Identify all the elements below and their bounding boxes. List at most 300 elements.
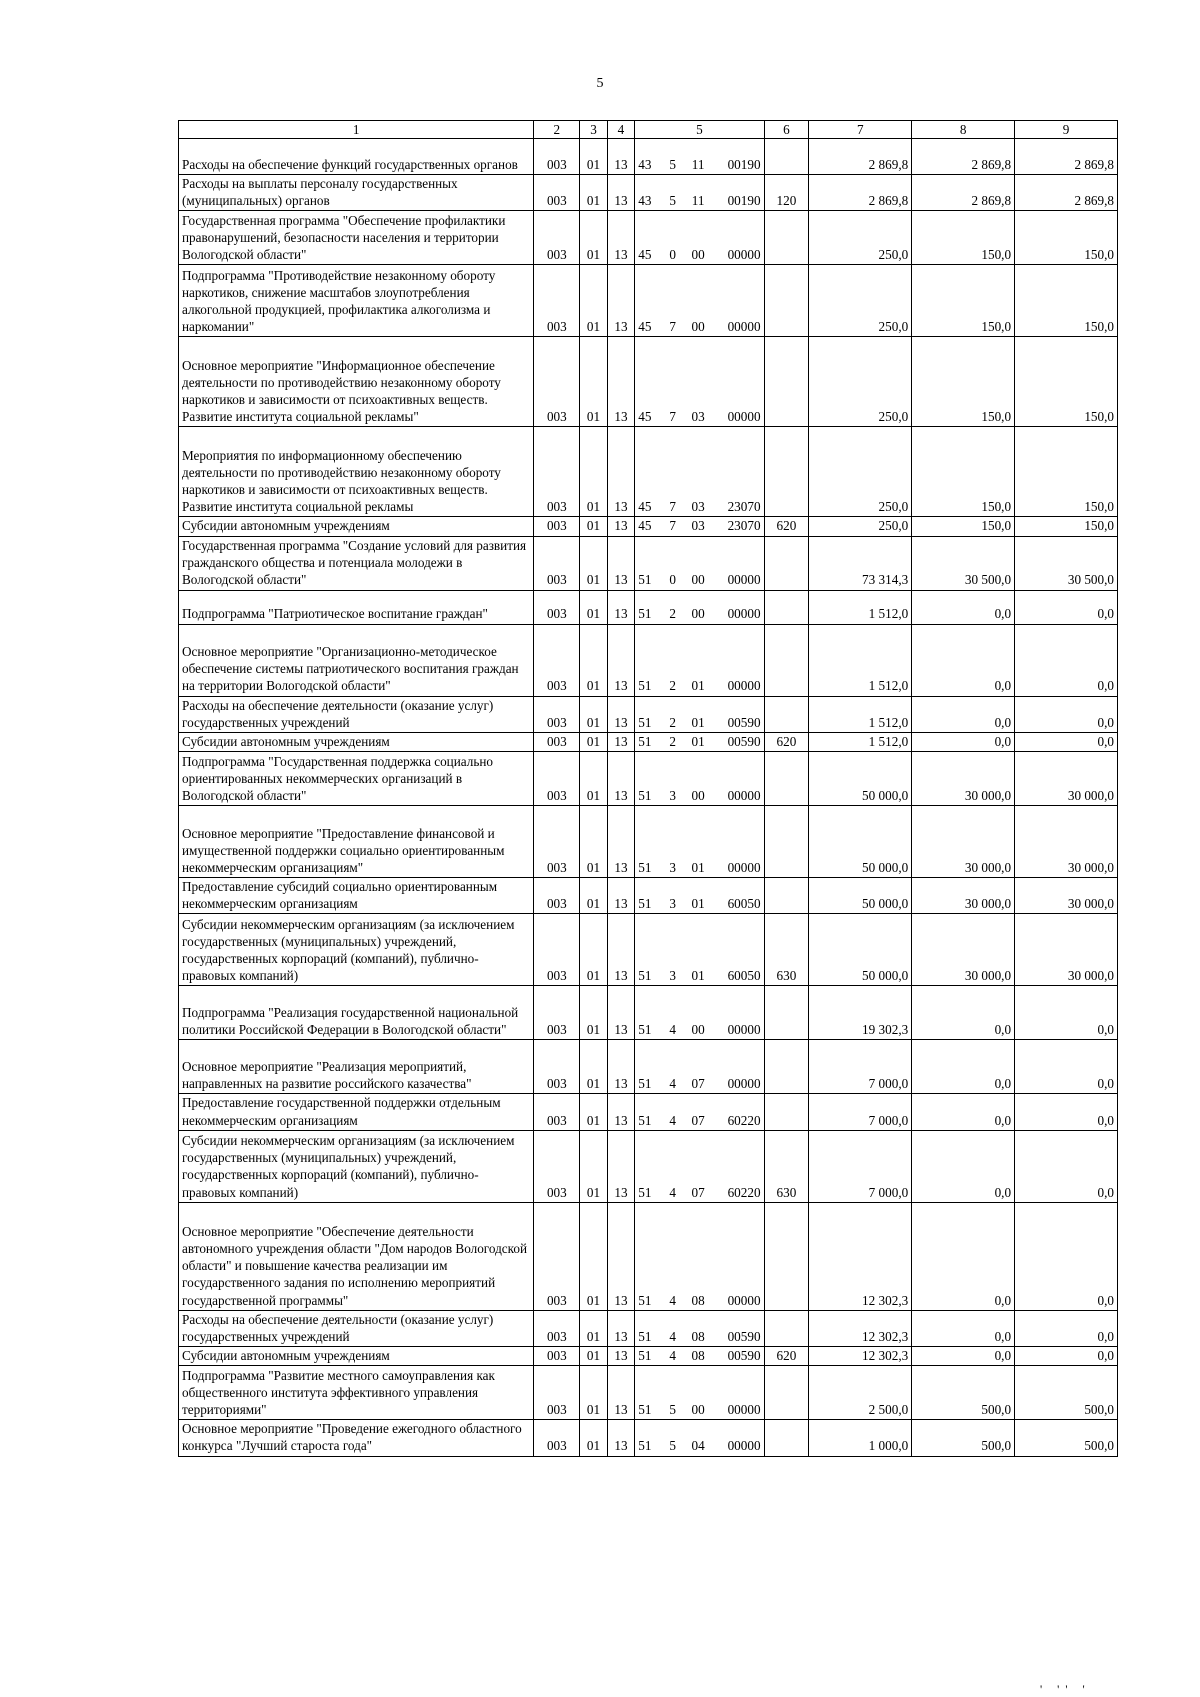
target-article-cell bbox=[635, 752, 764, 806]
subsection-code-cell: 13 bbox=[607, 878, 634, 914]
subsection-code-cell: 13 bbox=[607, 806, 634, 878]
direction-code: 00000 bbox=[727, 678, 761, 694]
ministry-code-cell: 003 bbox=[534, 696, 580, 732]
target-article-parts bbox=[636, 895, 762, 912]
subprogram-code: 5 bbox=[669, 1438, 676, 1454]
ministry-code-cell: 003 bbox=[534, 1420, 580, 1456]
ministry-code-cell: 003 bbox=[534, 427, 580, 517]
section-code-cell: 01 bbox=[580, 1130, 607, 1202]
amount-col9-cell: 150,0 bbox=[1015, 427, 1118, 517]
table-row bbox=[179, 517, 1118, 536]
section-code-cell: 01 bbox=[580, 536, 607, 590]
program-code: 51 bbox=[638, 733, 652, 749]
program-code: 45 bbox=[638, 499, 652, 515]
event-code: 00 bbox=[691, 787, 705, 803]
subsection-code-cell: 13 bbox=[607, 1130, 634, 1202]
event-code: 00 bbox=[691, 606, 705, 622]
amount-col8-cell: 150,0 bbox=[912, 211, 1015, 265]
row-name-cell: Основное мероприятие "Предоставление финансовой и имущественной поддержки социально ориентированным некоммерческим организациям" bbox=[179, 806, 534, 878]
target-article-cell bbox=[635, 986, 764, 1040]
expense-type-cell bbox=[764, 752, 809, 806]
target-article-cell bbox=[635, 624, 764, 696]
target-article-cell bbox=[635, 1040, 764, 1094]
event-code: 03 bbox=[691, 409, 705, 425]
row-name-cell: Основное мероприятие "Обеспечение деятельности автономного учреждения области "Дом народов Вологодской области" и повышение качества реализации им государственного задания по исполнению мероприятий государственной программы" bbox=[179, 1202, 534, 1310]
table-header-row bbox=[179, 121, 1118, 139]
table-row bbox=[179, 732, 1118, 751]
amount-col9-cell: 150,0 bbox=[1015, 211, 1118, 265]
ministry-code-cell: 003 bbox=[534, 624, 580, 696]
subprogram-code: 4 bbox=[669, 1022, 676, 1038]
amount-col9-cell: 0,0 bbox=[1015, 986, 1118, 1040]
table-row bbox=[179, 175, 1118, 211]
ministry-code-cell: 003 bbox=[534, 1347, 580, 1366]
direction-code: 00190 bbox=[727, 193, 761, 209]
event-code: 00 bbox=[691, 1402, 705, 1418]
direction-code: 60050 bbox=[727, 968, 761, 984]
direction-code: 00590 bbox=[727, 1348, 761, 1364]
ministry-code-cell: 003 bbox=[534, 914, 580, 986]
amount-col7-cell: 7 000,0 bbox=[809, 1094, 912, 1130]
subprogram-code: 3 bbox=[669, 787, 676, 803]
expense-type-cell bbox=[764, 265, 809, 337]
target-article-cell bbox=[635, 878, 764, 914]
expense-type-cell bbox=[764, 590, 809, 624]
section-code-cell: 01 bbox=[580, 1202, 607, 1310]
target-article-cell bbox=[635, 1094, 764, 1130]
direction-code: 00590 bbox=[727, 733, 761, 749]
section-code-cell: 01 bbox=[580, 914, 607, 986]
amount-col9-cell: 500,0 bbox=[1015, 1420, 1118, 1456]
table-row bbox=[179, 1310, 1118, 1346]
target-article-parts bbox=[636, 1112, 762, 1129]
ministry-code-cell: 003 bbox=[534, 517, 580, 536]
section-code-cell: 01 bbox=[580, 752, 607, 806]
subprogram-code: 3 bbox=[669, 896, 676, 912]
amount-col8-cell: 2 869,8 bbox=[912, 139, 1015, 175]
subsection-code-cell: 13 bbox=[607, 732, 634, 751]
expense-type-cell: 620 bbox=[764, 732, 809, 751]
table-row bbox=[179, 1347, 1118, 1366]
amount-col7-cell: 1 512,0 bbox=[809, 732, 912, 751]
program-code: 51 bbox=[638, 1076, 652, 1092]
row-name-cell: Подпрограмма "Развитие местного самоуправления как общественного института эффективного управления территориями" bbox=[179, 1366, 534, 1420]
section-code-cell: 01 bbox=[580, 590, 607, 624]
program-code: 51 bbox=[638, 1402, 652, 1418]
target-article-parts bbox=[636, 408, 762, 425]
row-name-cell: Основное мероприятие "Информационное обеспечение деятельности по противодействию незаконному обороту наркотиков и зависимости от психоактивных веществ. Развитие института социальной рекламы" bbox=[179, 337, 534, 427]
subsection-code-cell: 13 bbox=[607, 1310, 634, 1346]
event-code: 01 bbox=[691, 678, 705, 694]
target-article-cell bbox=[635, 1310, 764, 1346]
direction-code: 60220 bbox=[727, 1184, 761, 1200]
expense-type-cell bbox=[764, 1040, 809, 1094]
program-code: 51 bbox=[638, 714, 652, 730]
subprogram-code: 4 bbox=[669, 1292, 676, 1308]
target-article-parts bbox=[636, 156, 762, 173]
ministry-code-cell: 003 bbox=[534, 878, 580, 914]
expense-type-cell bbox=[764, 536, 809, 590]
table-row bbox=[179, 427, 1118, 517]
expense-type-cell: 620 bbox=[764, 1347, 809, 1366]
amount-col7-cell: 50 000,0 bbox=[809, 752, 912, 806]
target-article-parts bbox=[636, 859, 762, 876]
direction-code: 00590 bbox=[727, 714, 761, 730]
amount-col8-cell: 30 000,0 bbox=[912, 914, 1015, 986]
subsection-code-cell: 13 bbox=[607, 211, 634, 265]
subsection-code-cell: 13 bbox=[607, 624, 634, 696]
budget-table bbox=[178, 120, 1118, 1457]
subprogram-code: 7 bbox=[669, 499, 676, 515]
ministry-code-cell: 003 bbox=[534, 265, 580, 337]
event-code: 04 bbox=[691, 1438, 705, 1454]
direction-code: 00000 bbox=[727, 1438, 761, 1454]
target-article-cell bbox=[635, 536, 764, 590]
target-article-parts bbox=[636, 192, 762, 209]
direction-code: 00000 bbox=[727, 859, 761, 875]
amount-col7-cell: 2 869,8 bbox=[809, 139, 912, 175]
amount-col8-cell: 0,0 bbox=[912, 624, 1015, 696]
section-code-cell: 01 bbox=[580, 265, 607, 337]
amount-col7-cell: 12 302,3 bbox=[809, 1202, 912, 1310]
amount-col8-cell: 30 000,0 bbox=[912, 752, 1015, 806]
subsection-code-cell: 13 bbox=[607, 337, 634, 427]
target-article-parts bbox=[636, 1292, 762, 1309]
expense-type-cell: 630 bbox=[764, 1130, 809, 1202]
subprogram-code: 4 bbox=[669, 1348, 676, 1364]
target-article-cell bbox=[635, 1202, 764, 1310]
table-row bbox=[179, 590, 1118, 624]
target-article-parts bbox=[636, 1437, 762, 1454]
amount-col8-cell: 150,0 bbox=[912, 517, 1015, 536]
amount-col7-cell: 2 500,0 bbox=[809, 1366, 912, 1420]
event-code: 00 bbox=[691, 319, 705, 335]
section-code-cell: 01 bbox=[580, 1347, 607, 1366]
direction-code: 00000 bbox=[727, 1292, 761, 1308]
direction-code: 00000 bbox=[727, 572, 761, 588]
row-name-cell: Расходы на обеспечение функций государственных органов bbox=[179, 139, 534, 175]
direction-code: 00000 bbox=[727, 1022, 761, 1038]
program-code: 51 bbox=[638, 787, 652, 803]
table-row bbox=[179, 139, 1118, 175]
expense-type-cell bbox=[764, 427, 809, 517]
row-name-cell: Основное мероприятие "Проведение ежегодного областного конкурса "Лучший староста года" bbox=[179, 1420, 534, 1456]
amount-col7-cell: 1 000,0 bbox=[809, 1420, 912, 1456]
program-code: 45 bbox=[638, 319, 652, 335]
table-row bbox=[179, 986, 1118, 1040]
subsection-code-cell: 13 bbox=[607, 1366, 634, 1420]
event-code: 08 bbox=[691, 1348, 705, 1364]
table-row bbox=[179, 696, 1118, 732]
target-article-parts bbox=[636, 246, 762, 263]
subsection-code-cell: 13 bbox=[607, 1094, 634, 1130]
table-row bbox=[179, 752, 1118, 806]
subprogram-code: 3 bbox=[669, 859, 676, 875]
expense-type-cell bbox=[764, 211, 809, 265]
direction-code: 00000 bbox=[727, 409, 761, 425]
amount-col8-cell: 30 500,0 bbox=[912, 536, 1015, 590]
amount-col7-cell: 250,0 bbox=[809, 337, 912, 427]
ministry-code-cell: 003 bbox=[534, 337, 580, 427]
section-code-cell: 01 bbox=[580, 517, 607, 536]
subsection-code-cell: 13 bbox=[607, 175, 634, 211]
amount-col8-cell: 0,0 bbox=[912, 590, 1015, 624]
subprogram-code: 4 bbox=[669, 1112, 676, 1128]
program-code: 45 bbox=[638, 409, 652, 425]
amount-col9-cell: 30 500,0 bbox=[1015, 536, 1118, 590]
section-code-cell: 01 bbox=[580, 175, 607, 211]
subprogram-code: 4 bbox=[669, 1328, 676, 1344]
amount-col8-cell: 150,0 bbox=[912, 427, 1015, 517]
table-row bbox=[179, 1366, 1118, 1420]
section-code-cell: 01 bbox=[580, 1094, 607, 1130]
amount-col7-cell: 1 512,0 bbox=[809, 590, 912, 624]
row-name-cell: Основное мероприятие "Организационно-методическое обеспечение системы патриотического воспитания граждан на территории Вологодской области" bbox=[179, 624, 534, 696]
expense-type-cell: 120 bbox=[764, 175, 809, 211]
target-article-cell bbox=[635, 1366, 764, 1420]
direction-code: 00000 bbox=[727, 319, 761, 335]
row-name-cell: Субсидии некоммерческим организациям (за исключением государственных (муниципальных) учреждений, государственных корпораций (компаний), публично-правовых компаний) bbox=[179, 914, 534, 986]
table-row bbox=[179, 914, 1118, 986]
column-header-1: 1 bbox=[179, 121, 534, 139]
subsection-code-cell: 13 bbox=[607, 1420, 634, 1456]
subprogram-code: 2 bbox=[669, 714, 676, 730]
target-article-parts bbox=[636, 1347, 762, 1364]
row-name-cell: Расходы на выплаты персоналу государственных (муниципальных) органов bbox=[179, 175, 534, 211]
amount-col8-cell: 0,0 bbox=[912, 732, 1015, 751]
amount-col7-cell: 19 302,3 bbox=[809, 986, 912, 1040]
target-article-cell bbox=[635, 1130, 764, 1202]
amount-col9-cell: 2 869,8 bbox=[1015, 175, 1118, 211]
target-article-cell bbox=[635, 175, 764, 211]
expense-type-cell bbox=[764, 139, 809, 175]
direction-code: 00000 bbox=[727, 247, 761, 263]
target-article-parts bbox=[636, 1328, 762, 1345]
amount-col8-cell: 0,0 bbox=[912, 986, 1015, 1040]
target-article-cell bbox=[635, 696, 764, 732]
event-code: 11 bbox=[691, 157, 705, 172]
program-code: 51 bbox=[638, 1438, 652, 1454]
subprogram-code: 2 bbox=[669, 606, 676, 622]
target-article-parts bbox=[636, 498, 762, 515]
subsection-code-cell: 13 bbox=[607, 914, 634, 986]
section-code-cell: 01 bbox=[580, 427, 607, 517]
event-code: 07 bbox=[691, 1076, 705, 1092]
amount-col7-cell: 2 869,8 bbox=[809, 175, 912, 211]
table-row bbox=[179, 1040, 1118, 1094]
event-code: 00 bbox=[691, 247, 705, 263]
amount-col8-cell: 150,0 bbox=[912, 337, 1015, 427]
amount-col8-cell: 0,0 bbox=[912, 1040, 1015, 1094]
ministry-code-cell: 003 bbox=[534, 211, 580, 265]
section-code-cell: 01 bbox=[580, 1420, 607, 1456]
table-row bbox=[179, 1202, 1118, 1310]
column-header-7: 7 bbox=[809, 121, 912, 139]
table-row bbox=[179, 337, 1118, 427]
subsection-code-cell: 13 bbox=[607, 1347, 634, 1366]
amount-col8-cell: 0,0 bbox=[912, 1094, 1015, 1130]
table-row bbox=[179, 624, 1118, 696]
column-header-3: 3 bbox=[580, 121, 607, 139]
expense-type-cell bbox=[764, 986, 809, 1040]
event-code: 07 bbox=[691, 1184, 705, 1200]
amount-col9-cell: 0,0 bbox=[1015, 1310, 1118, 1346]
target-article-parts bbox=[636, 733, 762, 750]
section-code-cell: 01 bbox=[580, 806, 607, 878]
subsection-code-cell: 13 bbox=[607, 1040, 634, 1094]
amount-col9-cell: 0,0 bbox=[1015, 1202, 1118, 1310]
direction-code: 00000 bbox=[727, 606, 761, 622]
expense-type-cell bbox=[764, 1420, 809, 1456]
amount-col8-cell: 0,0 bbox=[912, 1202, 1015, 1310]
direction-code: 23070 bbox=[727, 499, 761, 515]
subprogram-code: 4 bbox=[669, 1076, 676, 1092]
program-code: 51 bbox=[638, 859, 652, 875]
program-code: 51 bbox=[638, 1022, 652, 1038]
table-row bbox=[179, 878, 1118, 914]
subprogram-code: 5 bbox=[669, 193, 676, 209]
program-code: 51 bbox=[638, 678, 652, 694]
target-article-parts bbox=[636, 1075, 762, 1092]
section-code-cell: 01 bbox=[580, 211, 607, 265]
amount-col7-cell: 1 512,0 bbox=[809, 624, 912, 696]
direction-code: 00190 bbox=[727, 157, 761, 172]
target-article-parts bbox=[636, 1021, 762, 1038]
page-number: 5 bbox=[596, 76, 604, 91]
subprogram-code: 2 bbox=[669, 733, 676, 749]
section-code-cell: 01 bbox=[580, 624, 607, 696]
amount-col7-cell: 7 000,0 bbox=[809, 1040, 912, 1094]
amount-col8-cell: 500,0 bbox=[912, 1366, 1015, 1420]
subsection-code-cell: 13 bbox=[607, 752, 634, 806]
subprogram-code: 2 bbox=[669, 678, 676, 694]
amount-col9-cell: 500,0 bbox=[1015, 1366, 1118, 1420]
amount-col8-cell: 0,0 bbox=[912, 1347, 1015, 1366]
amount-col7-cell: 12 302,3 bbox=[809, 1347, 912, 1366]
amount-col9-cell: 150,0 bbox=[1015, 265, 1118, 337]
amount-col9-cell: 0,0 bbox=[1015, 624, 1118, 696]
target-article-parts bbox=[636, 967, 762, 984]
ministry-code-cell: 003 bbox=[534, 1310, 580, 1346]
program-code: 45 bbox=[638, 518, 652, 534]
program-code: 51 bbox=[638, 896, 652, 912]
row-name-cell: Мероприятия по информационному обеспечению деятельности по противодействию незаконному обороту наркотиков и зависимости от психоактивных веществ. Развитие института социальной рекламы bbox=[179, 427, 534, 517]
subprogram-code: 0 bbox=[669, 247, 676, 263]
target-article-cell bbox=[635, 517, 764, 536]
subsection-code-cell: 13 bbox=[607, 590, 634, 624]
amount-col9-cell: 0,0 bbox=[1015, 1040, 1118, 1094]
expense-type-cell bbox=[764, 337, 809, 427]
subsection-code-cell: 13 bbox=[607, 265, 634, 337]
subsection-code-cell: 13 bbox=[607, 427, 634, 517]
amount-col7-cell: 12 302,3 bbox=[809, 1310, 912, 1346]
target-article-cell bbox=[635, 265, 764, 337]
target-article-cell bbox=[635, 1347, 764, 1366]
program-code: 51 bbox=[638, 968, 652, 984]
subsection-code-cell: 13 bbox=[607, 536, 634, 590]
section-code-cell: 01 bbox=[580, 1366, 607, 1420]
amount-col7-cell: 50 000,0 bbox=[809, 806, 912, 878]
event-code: 01 bbox=[691, 733, 705, 749]
row-name-cell: Субсидии автономным учреждениям bbox=[179, 1347, 534, 1366]
column-header-2: 2 bbox=[534, 121, 580, 139]
target-article-cell bbox=[635, 590, 764, 624]
row-name-cell: Субсидии автономным учреждениям bbox=[179, 732, 534, 751]
amount-col7-cell: 73 314,3 bbox=[809, 536, 912, 590]
column-header-4: 4 bbox=[607, 121, 634, 139]
amount-col9-cell: 30 000,0 bbox=[1015, 914, 1118, 986]
direction-code: 60050 bbox=[727, 896, 761, 912]
section-code-cell: 01 bbox=[580, 1310, 607, 1346]
subsection-code-cell: 13 bbox=[607, 1202, 634, 1310]
event-code: 01 bbox=[691, 968, 705, 984]
target-article-parts bbox=[636, 517, 762, 534]
target-article-cell bbox=[635, 139, 764, 175]
ministry-code-cell: 003 bbox=[534, 175, 580, 211]
amount-col8-cell: 2 869,8 bbox=[912, 175, 1015, 211]
event-code: 01 bbox=[691, 714, 705, 730]
ministry-code-cell: 003 bbox=[534, 1130, 580, 1202]
target-article-cell bbox=[635, 914, 764, 986]
direction-code: 00590 bbox=[727, 1328, 761, 1344]
target-article-parts bbox=[636, 677, 762, 694]
ministry-code-cell: 003 bbox=[534, 806, 580, 878]
expense-type-cell bbox=[764, 624, 809, 696]
expense-type-cell bbox=[764, 1310, 809, 1346]
row-name-cell: Основное мероприятие "Реализация мероприятий, направленных на развитие российского казачества" bbox=[179, 1040, 534, 1094]
amount-col7-cell: 50 000,0 bbox=[809, 878, 912, 914]
direction-code: 23070 bbox=[727, 518, 761, 534]
row-name-cell: Подпрограмма "Противодействие незаконному обороту наркотиков, снижение масштабов злоупотребления алкогольной продукцией, профилактика алкоголизма и наркомании" bbox=[179, 265, 534, 337]
event-code: 08 bbox=[691, 1328, 705, 1344]
section-code-cell: 01 bbox=[580, 696, 607, 732]
target-article-parts bbox=[636, 605, 762, 622]
table-row bbox=[179, 265, 1118, 337]
program-code: 51 bbox=[638, 606, 652, 622]
table-row bbox=[179, 806, 1118, 878]
ministry-code-cell: 003 bbox=[534, 1366, 580, 1420]
program-code: 43 bbox=[638, 157, 652, 172]
target-article-parts bbox=[636, 318, 762, 335]
expense-type-cell: 620 bbox=[764, 517, 809, 536]
ministry-code-cell: 003 bbox=[534, 1040, 580, 1094]
ministry-code-cell: 003 bbox=[534, 752, 580, 806]
subprogram-code: 0 bbox=[669, 572, 676, 588]
ministry-code-cell: 003 bbox=[534, 1202, 580, 1310]
expense-type-cell bbox=[764, 878, 809, 914]
target-article-cell bbox=[635, 427, 764, 517]
direction-code: 60220 bbox=[727, 1112, 761, 1128]
section-code-cell: 01 bbox=[580, 139, 607, 175]
amount-col9-cell: 0,0 bbox=[1015, 732, 1118, 751]
ministry-code-cell: 003 bbox=[534, 732, 580, 751]
subprogram-code: 7 bbox=[669, 319, 676, 335]
section-code-cell: 01 bbox=[580, 986, 607, 1040]
event-code: 03 bbox=[691, 518, 705, 534]
section-code-cell: 01 bbox=[580, 1040, 607, 1094]
subsection-code-cell: 13 bbox=[607, 139, 634, 175]
row-name-cell: Подпрограмма "Реализация государственной национальной политики Российской Федерации в Вологодской области" bbox=[179, 986, 534, 1040]
event-code: 00 bbox=[691, 572, 705, 588]
program-code: 51 bbox=[638, 572, 652, 588]
column-header-8: 8 bbox=[912, 121, 1015, 139]
amount-col8-cell: 150,0 bbox=[912, 265, 1015, 337]
section-code-cell: 01 bbox=[580, 732, 607, 751]
program-code: 43 bbox=[638, 193, 652, 209]
amount-col9-cell: 0,0 bbox=[1015, 1347, 1118, 1366]
section-code-cell: 01 bbox=[580, 337, 607, 427]
table-row bbox=[179, 1420, 1118, 1456]
